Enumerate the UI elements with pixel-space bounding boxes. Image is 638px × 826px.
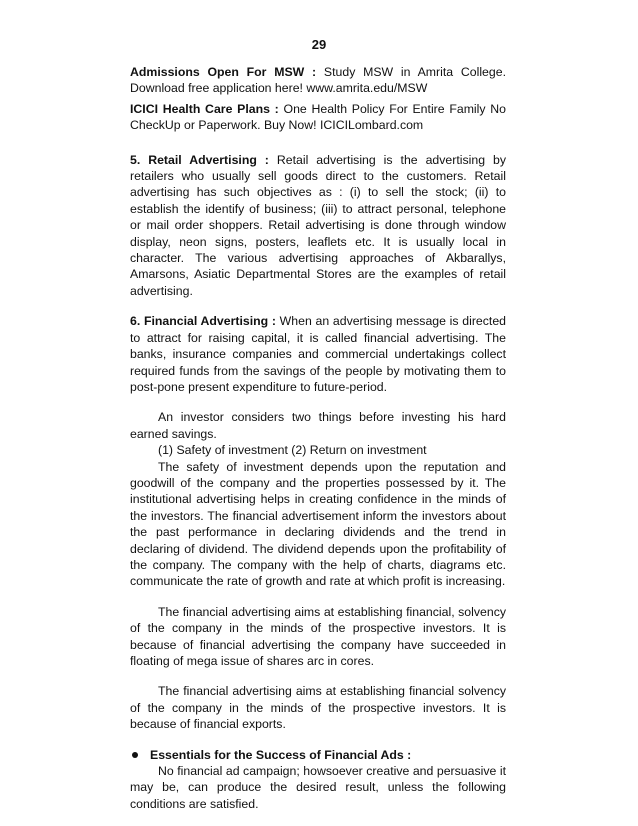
retail-text: Retail advertising is the advertising by retailers who usually sell goods direct to the customers. Retail advertising has such objectives as : (i) to sell the stock; (ii) to establish the identify of business; (iii) to attract personal, telephone or mail order shoppers. Retail advertising is done through window display, neon signs, posters, leaflets etc. It is usually local in character. The various advertising approaches of Akbarallys, Amarsons, Asiatic Departmental Stores are the examples of retail advertising.: [130, 152, 506, 298]
ad-msw[interactable]: [130, 64, 506, 97]
page-content: [130, 64, 506, 812]
aims-paragraph-2: The financial advertising aims at establishing financial solvency of the company in the minds of the prospective investors. It is because of financial exports.: [130, 684, 506, 732]
aims-paragraph-1: The financial advertising aims at establishing financial, solvency of the company in the minds of the prospective investors. It is because of financial advertising the company have succeeded in floating of mega issue of shares arc in cores.: [130, 604, 506, 668]
essentials-paragraph: No financial ad campaign; howsoever creative and persuasive it may be, can produce the desired result, unless the following conditions are satisfied.: [130, 764, 506, 811]
retail-heading: 5. Retail Advertising :: [130, 152, 269, 167]
essentials-heading-text: Essentials for the Success of Financial Ads :: [150, 747, 412, 762]
ad-icici-text: One Health Policy For Entire Family No CheckUp or Paperwork. Buy Now! ICICILombard.com: [130, 101, 506, 133]
financial-text: When an advertising message is directed to attract for raising capital, it is called financial advertising. The banks, insurance companies and commercial undertakings collect required funds from the savings of the people by motivating them to post-pone present expenditure to future-period.: [130, 314, 506, 394]
page-number: 29: [311, 37, 327, 52]
ad-icici[interactable]: [130, 101, 506, 134]
financial-heading: 6. Financial Advertising :: [130, 314, 276, 329]
bullet-icon: [132, 752, 138, 758]
essentials-heading: [130, 747, 506, 763]
retail-advertising-paragraph: [130, 152, 506, 300]
investor-list-line: (1) Safety of investment (2) Return on investment: [158, 443, 427, 458]
ad-msw-title: Admissions Open For MSW :: [130, 65, 317, 79]
safety-paragraph: The safety of investment depends upon the reputation and goodwill of the company and the properties possessed by it. The institutional advertising helps in creating confidence in the minds of the investors. The financial advertisement inform the investors about the past performance in declaring dividends and the trend in declaring of dividend. The dividend depends upon the profitability of the company. The company with the help of charts, diagrams etc. communicate the rate of growth and rate at which profit is increasing.: [130, 459, 506, 589]
ad-msw-text: Study MSW in Amrita College. Download free application here! www.amrita.edu/MSW: [130, 65, 506, 96]
ad-icici-title: ICICI Health Care Plans :: [130, 101, 279, 116]
financial-advertising-paragraph: [130, 313, 506, 395]
investor-intro: An investor considers two things before investing his hard earned savings.: [130, 410, 506, 441]
